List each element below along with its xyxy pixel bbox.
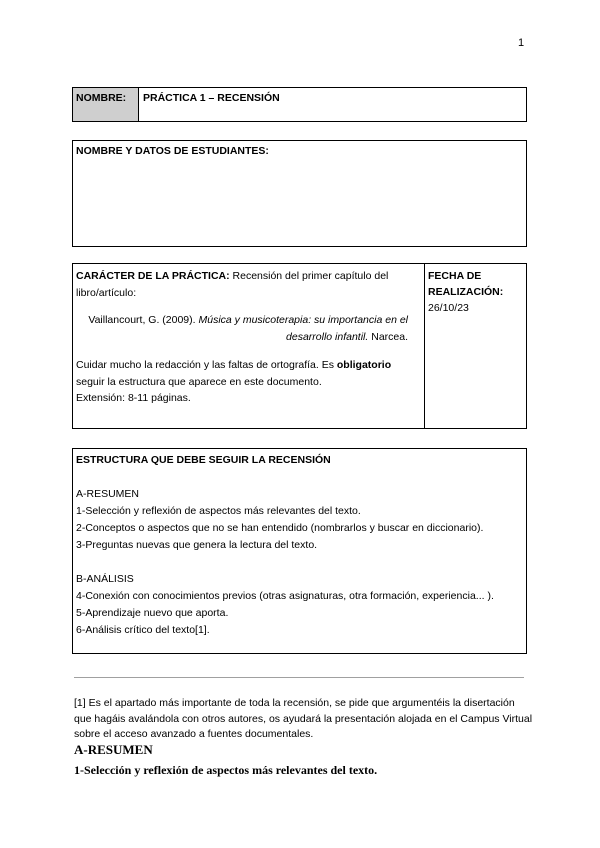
date-cell (425, 264, 526, 428)
footnote-text: Es el apartado más importante de toda la recensión, se pide que argumentéis la disertación que hagáis avalándola con otros autores, os ayudará la presentación alojada en el Campus Virtual sobre el acceso avanzado a fuentes documentales. (74, 697, 533, 740)
ref-title: Música y musicoterapia: su importancia en el desarrollo infantil. (198, 314, 408, 343)
ref-author: Vaillancourt, G. (2009). (88, 314, 196, 326)
note-bold: obligatorio (336, 359, 392, 371)
note-post: seguir la estructura que aparece en este documento. (76, 375, 322, 388)
section-subheading: 1-Selección y reflexión de aspectos más relevantes del texto. (74, 763, 378, 777)
list-item: 5-Aprendizaje nuevo que aporta. (76, 607, 229, 619)
students-table (72, 140, 527, 247)
date-label: FECHA DE REALIZACIÓN: (428, 270, 504, 298)
footnote (74, 696, 534, 743)
footnote-separator (74, 677, 524, 678)
instructions (76, 357, 420, 390)
list-item: 3-Preguntas nuevas que genera la lectura del texto. (76, 539, 318, 551)
structure-table (72, 448, 527, 654)
list-item: 1-Selección y reflexión de aspectos más relevantes del texto. (76, 505, 361, 517)
section-b-title: B-ANÁLISIS (76, 573, 134, 585)
caracter-label: CARÁCTER DE LA PRÁCTICA: (76, 270, 230, 282)
practice-character-cell (73, 264, 425, 428)
list-item: 6-Análisis crítico del texto[1]. (76, 624, 210, 636)
name-label: NOMBRE: (73, 88, 139, 121)
page-number: 1 (518, 37, 525, 49)
bibliographic-reference (76, 312, 420, 346)
practice-character-table (72, 263, 527, 429)
list-item: 2-Conceptos o aspectos que no se han entendido (nombrarlos y buscar en diccionario). (76, 522, 484, 534)
practice-title: PRÁCTICA 1 – RECENSIÓN (143, 92, 280, 104)
students-header: NOMBRE Y DATOS DE ESTUDIANTES: (76, 145, 269, 157)
structure-header: ESTRUCTURA QUE DEBE SEGUIR LA RECENSIÓN (76, 454, 331, 466)
extension-text: Extensión: 8-11 páginas. (76, 392, 191, 404)
name-table (72, 87, 527, 122)
caracter-text: Recensión del primer capítulo del libro/artículo: (76, 270, 389, 299)
footnote-marker[interactable]: [1] (74, 697, 86, 709)
section-heading: A-RESUMEN (74, 742, 153, 757)
section-a-title: A-RESUMEN (76, 488, 140, 500)
list-item: 4-Conexión con conocimientos previos (otras asignaturas, otra formación, experiencia... ). (76, 590, 494, 602)
ref-publisher: Narcea. (371, 331, 408, 343)
note-pre: Cuidar mucho la redacción y las faltas de ortografía. Es (76, 359, 334, 371)
date-value: 26/10/23 (428, 302, 469, 314)
